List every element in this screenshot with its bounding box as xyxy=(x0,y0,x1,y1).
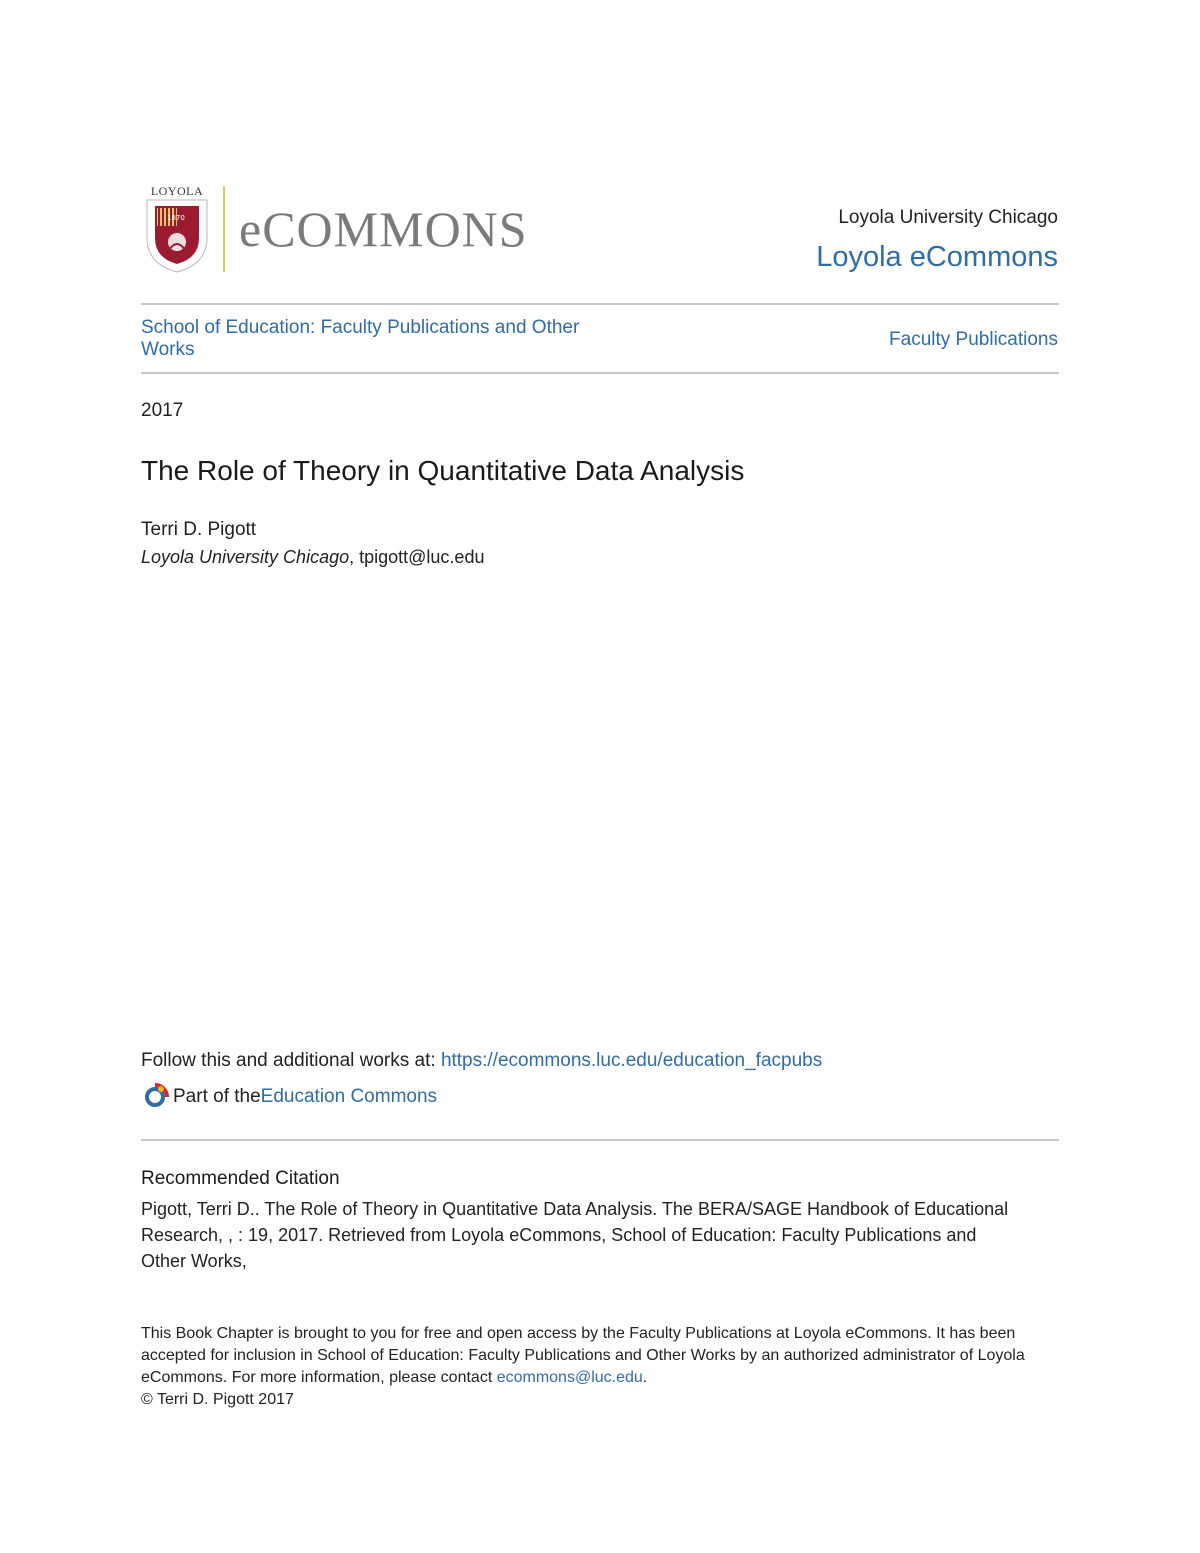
seal-icon xyxy=(141,198,213,274)
citation-heading: Recommended Citation xyxy=(141,1168,340,1189)
seal-year: 1870 xyxy=(167,214,185,222)
follow-line xyxy=(141,1050,822,1072)
author-name: Terri D. Pigott xyxy=(141,519,257,540)
author-email[interactable]: , tpigott@luc.edu xyxy=(349,547,485,567)
follow-url-link[interactable]: https://ecommons.luc.edu/education_facpubs xyxy=(440,1050,823,1071)
divider-collection xyxy=(141,372,1059,374)
divider-citation xyxy=(141,1139,1059,1141)
collection-link[interactable]: School of Education: Faculty Publications and Other Works xyxy=(141,317,580,360)
part-of-line xyxy=(141,1083,437,1111)
access-note-end: . xyxy=(642,1369,648,1386)
education-commons-link[interactable]: Education Commons xyxy=(260,1086,438,1107)
partof-label: Part of the xyxy=(173,1086,261,1107)
repository-link[interactable]: Loyola eCommons xyxy=(816,241,1058,273)
publication-year: 2017 xyxy=(141,400,184,421)
loyola-seal xyxy=(141,184,213,274)
divider-top xyxy=(141,303,1059,305)
citation-text: Pigott, Terri D.. The Role of Theory in Quantitative Data Analysis. The BERA/SAGE Handbook of Educational Research, , : 19, 2017. Retrieved from Loyola eCommons, School of Education: Faculty Publications and Other Works, xyxy=(141,1199,1009,1271)
paper-title: The Role of Theory in Quantitative Data Analysis xyxy=(141,455,745,486)
follow-label: Follow this and additional works at: xyxy=(141,1050,441,1071)
series-link[interactable]: Faculty Publications xyxy=(889,329,1058,350)
author-affiliation xyxy=(141,547,484,568)
copyright-text: © Terri D. Pigott 2017 xyxy=(141,1391,294,1408)
digital-commons-network-icon xyxy=(141,1083,169,1111)
institution-name: Loyola University Chicago xyxy=(838,207,1058,228)
access-note xyxy=(141,1323,1041,1411)
logo-divider xyxy=(223,186,225,272)
ecommons-logo[interactable] xyxy=(141,184,528,274)
access-note-text: This Book Chapter is brought to you for free and open access by the Faculty Publications at Loyola eCommons. It has been accepted for inclusion in School of Education: Faculty Publications and Other Works by an authorized administrator of Loyola eCommons. For more information, please contact xyxy=(141,1325,1025,1386)
contact-email-link[interactable]: ecommons@luc.edu xyxy=(496,1369,643,1386)
seal-word: LOYOLA xyxy=(150,184,204,198)
logo-text: eCOMMONS xyxy=(239,201,528,257)
affiliation-name: Loyola University Chicago xyxy=(141,547,350,567)
